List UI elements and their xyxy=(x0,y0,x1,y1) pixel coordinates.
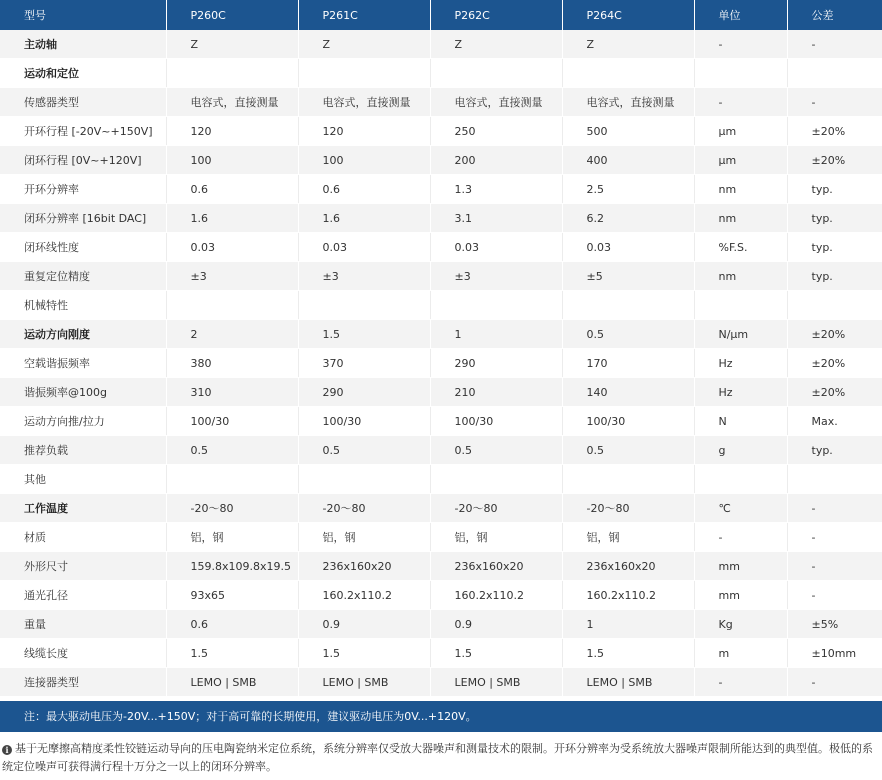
cell-p260c: -20～80 xyxy=(166,494,298,523)
cell-p264c: 6.2 xyxy=(562,204,694,233)
table-row xyxy=(0,117,882,146)
cell-p264c: 1 xyxy=(562,610,694,639)
header-tolerance: 公差 xyxy=(787,0,882,30)
cell-unit: nm xyxy=(694,175,787,204)
cell-p261c: 160.2x110.2 xyxy=(298,581,430,610)
cell-p261c: -20～80 xyxy=(298,494,430,523)
cell-p260c: 310 xyxy=(166,378,298,407)
cell-p261c: 电容式，直接测量 xyxy=(298,88,430,117)
cell-unit: Hz xyxy=(694,378,787,407)
header-unit: 单位 xyxy=(694,0,787,30)
header-p264c: P264C xyxy=(562,0,694,30)
cell-param: 闭环分辨率 [16bit DAC] xyxy=(0,204,166,233)
cell-unit: g xyxy=(694,436,787,465)
footnote-text: 基于无摩擦高精度柔性铰链运动导向的压电陶瓷纳米定位系统，系统分辨率仅受放大器噪声和测量技术的限制。开环分辨率为受系统放大器噪声限制所能达到的典型值。极低的系统定位噪声可获得满行程十万分之一以上的闭环分辨率。 xyxy=(2,742,873,773)
cell-p261c: 1.5 xyxy=(298,320,430,349)
cell-p261c xyxy=(298,59,430,88)
cell-param: 材质 xyxy=(0,523,166,552)
table-row xyxy=(0,378,882,407)
cell-p264c: 电容式，直接测量 xyxy=(562,88,694,117)
cell-unit: - xyxy=(694,88,787,117)
table-row xyxy=(0,465,882,494)
cell-unit: nm xyxy=(694,204,787,233)
cell-param: 推荐负载 xyxy=(0,436,166,465)
cell-param: 主动轴 xyxy=(0,30,166,59)
cell-p260c xyxy=(166,291,298,320)
table-row xyxy=(0,88,882,117)
cell-unit xyxy=(694,291,787,320)
cell-p260c: 2 xyxy=(166,320,298,349)
cell-param: 开环行程 [-20V~+150V] xyxy=(0,117,166,146)
cell-p262c: LEMO | SMB xyxy=(430,668,562,697)
table-row xyxy=(0,262,882,291)
cell-p261c: Z xyxy=(298,30,430,59)
cell-p264c: 400 xyxy=(562,146,694,175)
cell-unit: Hz xyxy=(694,349,787,378)
table-header-row xyxy=(0,0,882,30)
table-row xyxy=(0,320,882,349)
cell-tolerance xyxy=(787,291,882,320)
table-row xyxy=(0,581,882,610)
cell-p262c: 100/30 xyxy=(430,407,562,436)
cell-p261c: 370 xyxy=(298,349,430,378)
cell-p261c: LEMO | SMB xyxy=(298,668,430,697)
header-p261c: P261C xyxy=(298,0,430,30)
cell-p264c: Z xyxy=(562,30,694,59)
cell-p264c: 236x160x20 xyxy=(562,552,694,581)
cell-tolerance: - xyxy=(787,552,882,581)
cell-p261c: 铝，钢 xyxy=(298,523,430,552)
cell-param: 重复定位精度 xyxy=(0,262,166,291)
cell-tolerance: ±20% xyxy=(787,117,882,146)
cell-tolerance: - xyxy=(787,494,882,523)
cell-p264c: 170 xyxy=(562,349,694,378)
cell-tolerance: - xyxy=(787,581,882,610)
cell-p264c: 2.5 xyxy=(562,175,694,204)
cell-p260c: 380 xyxy=(166,349,298,378)
cell-unit: m xyxy=(694,639,787,668)
cell-p264c: 160.2x110.2 xyxy=(562,581,694,610)
cell-param: 通光孔径 xyxy=(0,581,166,610)
cell-unit: %F.S. xyxy=(694,233,787,262)
cell-p262c: 1 xyxy=(430,320,562,349)
table-row xyxy=(0,407,882,436)
cell-tolerance: ±5% xyxy=(787,610,882,639)
cell-tolerance xyxy=(787,59,882,88)
cell-p262c: Z xyxy=(430,30,562,59)
cell-param: 运动和定位 xyxy=(0,59,166,88)
cell-param: 运动方向推/拉力 xyxy=(0,407,166,436)
header-p260c: P260C xyxy=(166,0,298,30)
cell-p262c: 210 xyxy=(430,378,562,407)
cell-param: 开环分辨率 xyxy=(0,175,166,204)
cell-tolerance: typ. xyxy=(787,204,882,233)
cell-param: 工作温度 xyxy=(0,494,166,523)
table-body xyxy=(0,30,882,697)
header-p262c: P262C xyxy=(430,0,562,30)
cell-p264c: 140 xyxy=(562,378,694,407)
table-row xyxy=(0,175,882,204)
cell-p260c: 100 xyxy=(166,146,298,175)
cell-unit: Kg xyxy=(694,610,787,639)
cell-p264c: 500 xyxy=(562,117,694,146)
table-row xyxy=(0,523,882,552)
cell-unit: mm xyxy=(694,581,787,610)
cell-p261c: 120 xyxy=(298,117,430,146)
cell-p262c: 0.9 xyxy=(430,610,562,639)
cell-p262c xyxy=(430,465,562,494)
cell-unit: - xyxy=(694,668,787,697)
cell-p264c: -20～80 xyxy=(562,494,694,523)
cell-unit: μm xyxy=(694,146,787,175)
table-row xyxy=(0,436,882,465)
cell-unit: mm xyxy=(694,552,787,581)
cell-tolerance: ±20% xyxy=(787,320,882,349)
cell-tolerance: ±20% xyxy=(787,146,882,175)
cell-p261c: 0.5 xyxy=(298,436,430,465)
cell-tolerance xyxy=(787,465,882,494)
cell-p264c: ±5 xyxy=(562,262,694,291)
cell-p264c: 0.5 xyxy=(562,320,694,349)
cell-param: 线缆长度 xyxy=(0,639,166,668)
cell-tolerance: ±20% xyxy=(787,349,882,378)
cell-param: 机械特性 xyxy=(0,291,166,320)
cell-p264c xyxy=(562,291,694,320)
cell-p262c: 3.1 xyxy=(430,204,562,233)
cell-p261c: 100/30 xyxy=(298,407,430,436)
cell-unit: - xyxy=(694,30,787,59)
cell-tolerance: typ. xyxy=(787,436,882,465)
cell-p261c: 0.9 xyxy=(298,610,430,639)
cell-p260c: Z xyxy=(166,30,298,59)
table-row xyxy=(0,349,882,378)
cell-p260c: 93x65 xyxy=(166,581,298,610)
cell-unit xyxy=(694,59,787,88)
cell-param: 重量 xyxy=(0,610,166,639)
cell-p260c xyxy=(166,59,298,88)
cell-p261c: ±3 xyxy=(298,262,430,291)
table-row xyxy=(0,610,882,639)
cell-unit: μm xyxy=(694,117,787,146)
cell-tolerance: ±20% xyxy=(787,378,882,407)
info-icon: i xyxy=(2,745,12,755)
cell-p260c: 1.5 xyxy=(166,639,298,668)
cell-p261c: 0.6 xyxy=(298,175,430,204)
cell-p261c: 100 xyxy=(298,146,430,175)
cell-p260c: LEMO | SMB xyxy=(166,668,298,697)
cell-tolerance: - xyxy=(787,668,882,697)
cell-p261c xyxy=(298,465,430,494)
cell-param: 传感器类型 xyxy=(0,88,166,117)
table-row xyxy=(0,233,882,262)
cell-p261c: 0.03 xyxy=(298,233,430,262)
cell-p262c: 290 xyxy=(430,349,562,378)
cell-p262c: 铝，钢 xyxy=(430,523,562,552)
cell-unit: ℃ xyxy=(694,494,787,523)
cell-p262c: 236x160x20 xyxy=(430,552,562,581)
cell-p264c: LEMO | SMB xyxy=(562,668,694,697)
cell-param: 谐振频率@100g xyxy=(0,378,166,407)
cell-tolerance: typ. xyxy=(787,175,882,204)
footnote xyxy=(2,740,880,776)
cell-p262c: 250 xyxy=(430,117,562,146)
cell-tolerance: typ. xyxy=(787,233,882,262)
table-row xyxy=(0,291,882,320)
cell-p260c: 铝，钢 xyxy=(166,523,298,552)
cell-param: 闭环线性度 xyxy=(0,233,166,262)
cell-param: 外形尺寸 xyxy=(0,552,166,581)
cell-p261c: 1.5 xyxy=(298,639,430,668)
table-row xyxy=(0,30,882,59)
table-row xyxy=(0,204,882,233)
cell-p264c: 0.03 xyxy=(562,233,694,262)
cell-p262c: 160.2x110.2 xyxy=(430,581,562,610)
cell-p260c: 120 xyxy=(166,117,298,146)
cell-p264c xyxy=(562,59,694,88)
cell-p264c: 100/30 xyxy=(562,407,694,436)
cell-p260c: 电容式，直接测量 xyxy=(166,88,298,117)
cell-param: 连接器类型 xyxy=(0,668,166,697)
cell-p260c: 1.6 xyxy=(166,204,298,233)
cell-p262c: ±3 xyxy=(430,262,562,291)
cell-param: 闭环行程 [0V~+120V] xyxy=(0,146,166,175)
cell-unit: N xyxy=(694,407,787,436)
cell-p260c: 0.6 xyxy=(166,175,298,204)
cell-p260c: 0.5 xyxy=(166,436,298,465)
cell-param: 其他 xyxy=(0,465,166,494)
voltage-note-text: 注：最大驱动电压为-20V...+150V；对于高可靠的长期使用，建议驱动电压为0V...+120V。 xyxy=(24,710,477,723)
cell-p262c: -20～80 xyxy=(430,494,562,523)
cell-tolerance: Max. xyxy=(787,407,882,436)
cell-tolerance: - xyxy=(787,523,882,552)
cell-unit xyxy=(694,465,787,494)
cell-p264c: 0.5 xyxy=(562,436,694,465)
cell-p261c: 1.6 xyxy=(298,204,430,233)
cell-tolerance: - xyxy=(787,30,882,59)
cell-p262c: 电容式，直接测量 xyxy=(430,88,562,117)
table-row xyxy=(0,146,882,175)
cell-p264c: 1.5 xyxy=(562,639,694,668)
cell-tolerance: ±10mm xyxy=(787,639,882,668)
cell-param: 运动方向刚度 xyxy=(0,320,166,349)
cell-unit: - xyxy=(694,523,787,552)
cell-p261c: 236x160x20 xyxy=(298,552,430,581)
voltage-note-bar xyxy=(0,701,882,732)
cell-p260c: 0.03 xyxy=(166,233,298,262)
cell-param: 空载谐振频率 xyxy=(0,349,166,378)
cell-p260c: 159.8x109.8x19.5 xyxy=(166,552,298,581)
cell-p262c xyxy=(430,291,562,320)
cell-p260c: 0.6 xyxy=(166,610,298,639)
cell-p262c: 1.5 xyxy=(430,639,562,668)
cell-tolerance: typ. xyxy=(787,262,882,291)
cell-unit: N/μm xyxy=(694,320,787,349)
table-row xyxy=(0,59,882,88)
table-row xyxy=(0,639,882,668)
cell-p262c: 0.03 xyxy=(430,233,562,262)
cell-p261c xyxy=(298,291,430,320)
cell-unit: nm xyxy=(694,262,787,291)
cell-p262c: 0.5 xyxy=(430,436,562,465)
cell-tolerance: - xyxy=(787,88,882,117)
cell-p262c: 1.3 xyxy=(430,175,562,204)
cell-p262c xyxy=(430,59,562,88)
cell-p264c: 铝，钢 xyxy=(562,523,694,552)
header-model: 型号 xyxy=(0,0,166,30)
table-row xyxy=(0,494,882,523)
cell-p260c xyxy=(166,465,298,494)
cell-p264c xyxy=(562,465,694,494)
cell-p261c: 290 xyxy=(298,378,430,407)
cell-p262c: 200 xyxy=(430,146,562,175)
cell-p260c: ±3 xyxy=(166,262,298,291)
table-row xyxy=(0,668,882,697)
cell-p260c: 100/30 xyxy=(166,407,298,436)
table-row xyxy=(0,552,882,581)
